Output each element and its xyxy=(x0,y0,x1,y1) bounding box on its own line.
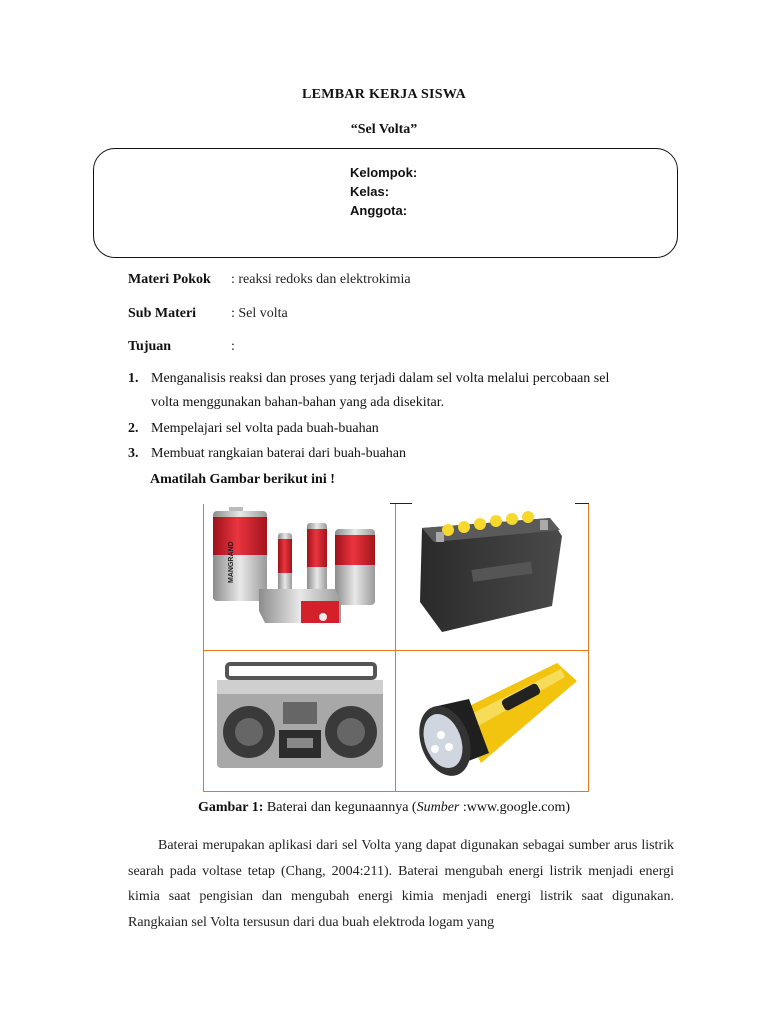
battery-brand-text: MANGRAND xyxy=(228,541,235,583)
identity-fields xyxy=(350,163,417,220)
caption-source-word: Sumber xyxy=(416,800,460,815)
9v-battery xyxy=(259,589,341,623)
figure-caption xyxy=(0,800,768,816)
caption-text: Baterai dan kegunaannya ( xyxy=(263,800,417,815)
sub-materi-label: Sub Materi xyxy=(128,306,197,321)
materi-row xyxy=(128,272,411,288)
frame-line xyxy=(588,504,589,792)
caption-source: :www.google.com) xyxy=(459,800,571,815)
tujuan-label: Tujuan xyxy=(128,339,172,354)
frame-line xyxy=(203,650,589,651)
car-battery-image xyxy=(400,506,586,646)
page-title: LEMBAR KERJA SISWA xyxy=(301,87,467,102)
objective-text: Mempelajari sel volta pada buah-buahan xyxy=(151,421,379,436)
members-field-label: Anggota: xyxy=(350,203,408,218)
group-field-label: Kelompok: xyxy=(350,165,418,180)
large-battery xyxy=(213,507,267,601)
frame-line xyxy=(203,791,589,792)
objective-line: Menganalisis reaksi dan proses yang terjadi dalam sel volta melalui percobaan sel xyxy=(151,371,610,386)
page-subtitle: “Sel Volta” xyxy=(350,122,418,137)
objective-text: Membuat rangkaian baterai dari buah-buahan xyxy=(151,446,407,461)
tujuan-value: : xyxy=(231,339,235,354)
batteries-image xyxy=(205,505,393,647)
tujuan-row xyxy=(128,339,235,355)
objective-text xyxy=(151,367,609,415)
objective-number: 1. xyxy=(128,371,139,386)
caption-label: Gambar 1: xyxy=(197,800,264,815)
frame-line xyxy=(390,503,412,504)
objective-number: 3. xyxy=(128,446,139,461)
c-battery xyxy=(335,529,375,605)
materi-label: Materi Pokok xyxy=(128,272,211,287)
class-field-label: Kelas: xyxy=(350,184,390,199)
flashlight-image xyxy=(405,655,585,785)
observe-prompt: Amatilah Gambar berikut ini ! xyxy=(150,472,335,487)
objective-line: volta menggunakan bahan-bahan yang ada disekitar. xyxy=(151,395,445,410)
body-paragraph: Baterai merupakan aplikasi dari sel Volta yang dapat digunakan sebagai sumber arus listrik searah pada voltase tetap (Chang, 2004:211). Baterai mengubah energi listrik menjadi energi kimia saat pengisian dan mengubah energi kimia menjadi energi listrik saat digunakan. Rangkaian sel Volta tersusun dari dua buah elektroda logam yang xyxy=(128,838,674,930)
sub-materi-value: : Sel volta xyxy=(231,306,288,321)
materi-value: : reaksi redoks dan elektrokimia xyxy=(231,272,411,287)
sub-materi-row xyxy=(128,306,288,322)
frame-line xyxy=(203,504,204,792)
boombox-image xyxy=(215,660,385,772)
objective-number: 2. xyxy=(128,421,139,436)
frame-line xyxy=(575,503,589,504)
frame-line xyxy=(395,504,396,792)
